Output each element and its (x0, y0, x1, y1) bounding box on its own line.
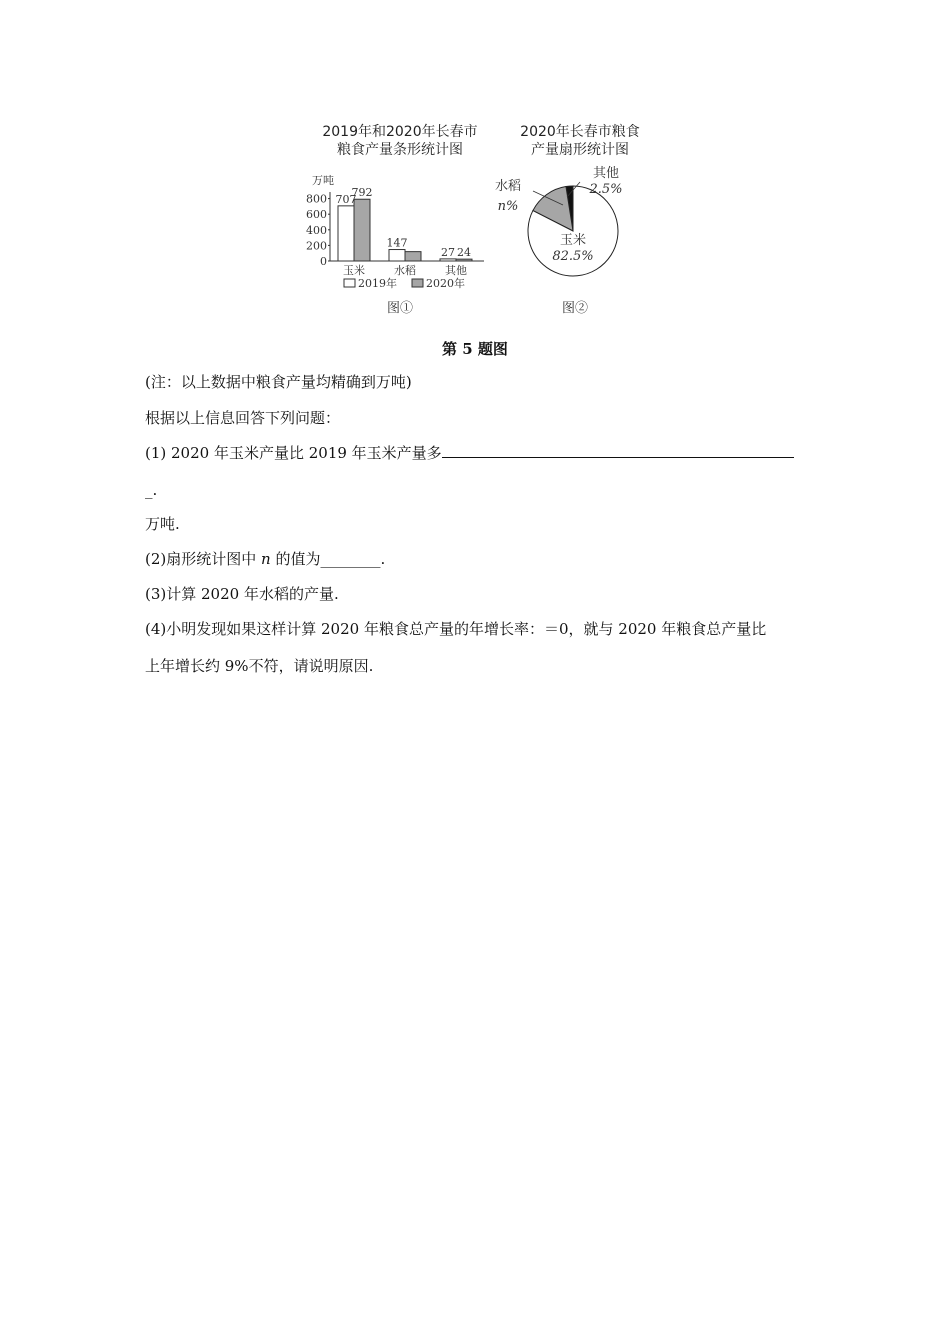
pie-label-corn: 玉米 (559, 233, 587, 248)
y-axis-ticks (306, 193, 330, 268)
pie-value-corn: 82.5% (552, 249, 594, 264)
note: (注：以上数据中粮食产量均精确到万吨) (145, 373, 412, 391)
bar-marks (336, 186, 473, 261)
pie-label-rice: 水稻 (494, 179, 522, 194)
question-3: (3)计算 2020 年水稻的产量. (145, 585, 339, 603)
question-4-line2: 上年增长约 9%不符，请说明原因. (145, 657, 374, 675)
pie-chart-title-line1: 2020年长春市粮食 (520, 124, 640, 140)
question-4-line1: (4)小明发现如果这样计算 2020 年粮食总产量的年增长率：＝0，就与 2020 年粮食总产量比 (145, 620, 767, 638)
bar-chart-title-line2: 粮食产量条形统计图 (337, 142, 463, 158)
bar-data-label: 147 (386, 236, 408, 250)
pie-value-rice: n% (497, 199, 519, 214)
intro-text: 根据以上信息回答下列问题： (145, 409, 341, 427)
y-tick-label: 600 (306, 208, 327, 222)
legend-swatch-2020 (412, 279, 423, 287)
bar-2020年-水稻 (405, 252, 421, 261)
question-1 (145, 441, 794, 464)
question-2-after: 的值为________. (270, 550, 386, 568)
x-category-label: 水稻 (394, 264, 416, 277)
y-tick-label: 800 (306, 192, 327, 206)
x-axis-categories (343, 263, 467, 277)
bar-chart (300, 172, 500, 320)
legend (344, 276, 465, 290)
bar-2020年-玉米 (354, 199, 370, 261)
legend-swatch-2019 (344, 279, 355, 287)
bar-2019年-水稻 (389, 250, 405, 261)
y-axis-unit-label: 万吨 (312, 174, 334, 187)
bar-chart-title (300, 123, 500, 159)
y-tick-label: 0 (320, 255, 327, 268)
pie-label-other: 其他 (592, 166, 620, 181)
bar-2019年-玉米 (338, 206, 354, 261)
legend-label-2020: 2020年 (426, 277, 465, 290)
pie-chart (485, 160, 655, 320)
pie-chart-title-line2: 产量扇形统计图 (531, 142, 629, 158)
question-2-before: (2)扇形统计图中 (145, 550, 262, 568)
y-tick-label: 200 (306, 239, 327, 253)
bar-chart-title-line1: 2019年和2020年长春市 (322, 124, 478, 140)
bar-figure-label: 图① (386, 301, 414, 316)
legend-label-2019: 2019年 (358, 277, 397, 290)
pie-figure-label: 图② (561, 301, 589, 316)
question-2-variable: n (261, 550, 271, 568)
y-tick-label: 400 (306, 223, 327, 237)
question-1-answer-blank[interactable] (442, 441, 794, 458)
bar-data-label: 792 (351, 186, 373, 200)
question-1-text: (1) 2020 年玉米产量比 2019 年玉米产量多 (145, 444, 442, 462)
x-category-label: 玉米 (343, 264, 365, 277)
figure-caption: 第 5 题图 (442, 340, 508, 358)
question-1-continuation: _. (145, 481, 158, 499)
bar-data-label: 707 (335, 192, 357, 206)
bar-data-label: 24 (457, 246, 471, 260)
pie-chart-title (495, 123, 665, 159)
pie-value-other: 2.5% (589, 182, 623, 197)
question-1-unit: 万吨. (145, 515, 180, 533)
bar-data-label: 27 (441, 245, 455, 259)
question-2 (145, 548, 385, 570)
x-category-label: 其他 (445, 264, 467, 277)
